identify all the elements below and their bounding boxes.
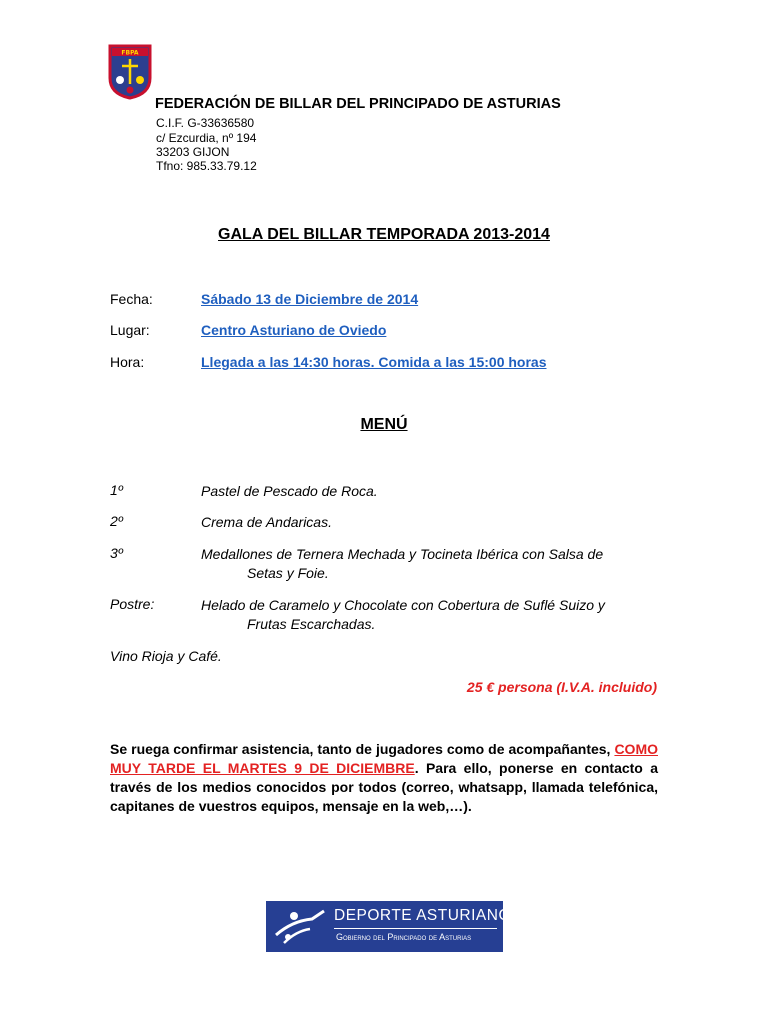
phone-text: Tfno: 985.33.79.12 [156, 159, 257, 173]
course-label: 3º [110, 545, 123, 561]
course-line: Medallones de Ternera Mechada y Tocineta Ibérica con Salsa de [201, 546, 604, 562]
organization-name: FEDERACIÓN DE BILLAR DEL PRINCIPADO DE ASTURIAS [155, 96, 561, 112]
address-text: c/ Ezcurdia, nº 194 [156, 131, 257, 145]
wine-text: Vino Rioja y Café. [110, 648, 222, 664]
cif-text: C.I.F. G-33636580 [156, 116, 255, 130]
fecha-label: Fecha: [110, 291, 153, 307]
svg-text:FBPA: FBPA [121, 49, 139, 57]
course-text [201, 545, 661, 583]
footer-subtitle: Gobierno del Principado de Asturias [336, 932, 472, 942]
menu-title: MENÚ [360, 416, 408, 433]
course-line: Pastel de Pescado de Roca. [201, 483, 378, 499]
price-text: 25 € persona (I.V.A. incluido) [466, 679, 657, 695]
course-text [201, 596, 661, 634]
event-title: GALA DEL BILLAR TEMPORADA 2013-2014 [218, 226, 550, 243]
course-label: 2º [110, 513, 123, 529]
course-line-continued: Setas y Foie. [247, 565, 329, 581]
note-text-continued: . Para ello, ponerse en contacto a través de los medios conocidos por todos (correo, whatsapp, llamada telefónica, capitanes de vuestros equipos, mensaje en la web,…). [110, 760, 658, 814]
course-text [201, 482, 661, 501]
footer-divider [334, 928, 497, 929]
federation-logo-icon [108, 44, 152, 100]
city-text: 33203 GIJON [156, 145, 230, 159]
course-line-continued: Frutas Escarchadas. [247, 616, 376, 632]
course-line: Crema de Andaricas. [201, 514, 332, 530]
confirmation-note [110, 740, 658, 816]
footer-brand: DEPORTE ASTURIANO [334, 907, 512, 924]
fecha-link[interactable]: Sábado 13 de Diciembre de 2014 [201, 291, 419, 307]
lugar-label: Lugar: [110, 322, 150, 338]
athlete-swoosh-icon [272, 905, 330, 949]
note-text: Se ruega confirmar asistencia, tanto de jugadores como de acompañantes, [110, 741, 615, 757]
course-label: Postre: [110, 596, 155, 612]
hora-link[interactable]: Llegada a las 14:30 horas. Comida a las 15:00 horas [201, 354, 547, 370]
course-label: 1º [110, 482, 123, 498]
course-line: Helado de Caramelo y Chocolate con Cobertura de Suflé Suizo y [201, 597, 605, 613]
course-text [201, 513, 661, 532]
deadline-highlight: COMO MUY TARDE EL MARTES 9 DE DICIEMBRE [110, 741, 658, 776]
lugar-link[interactable]: Centro Asturiano de Oviedo [201, 322, 387, 338]
hora-label: Hora: [110, 354, 145, 370]
